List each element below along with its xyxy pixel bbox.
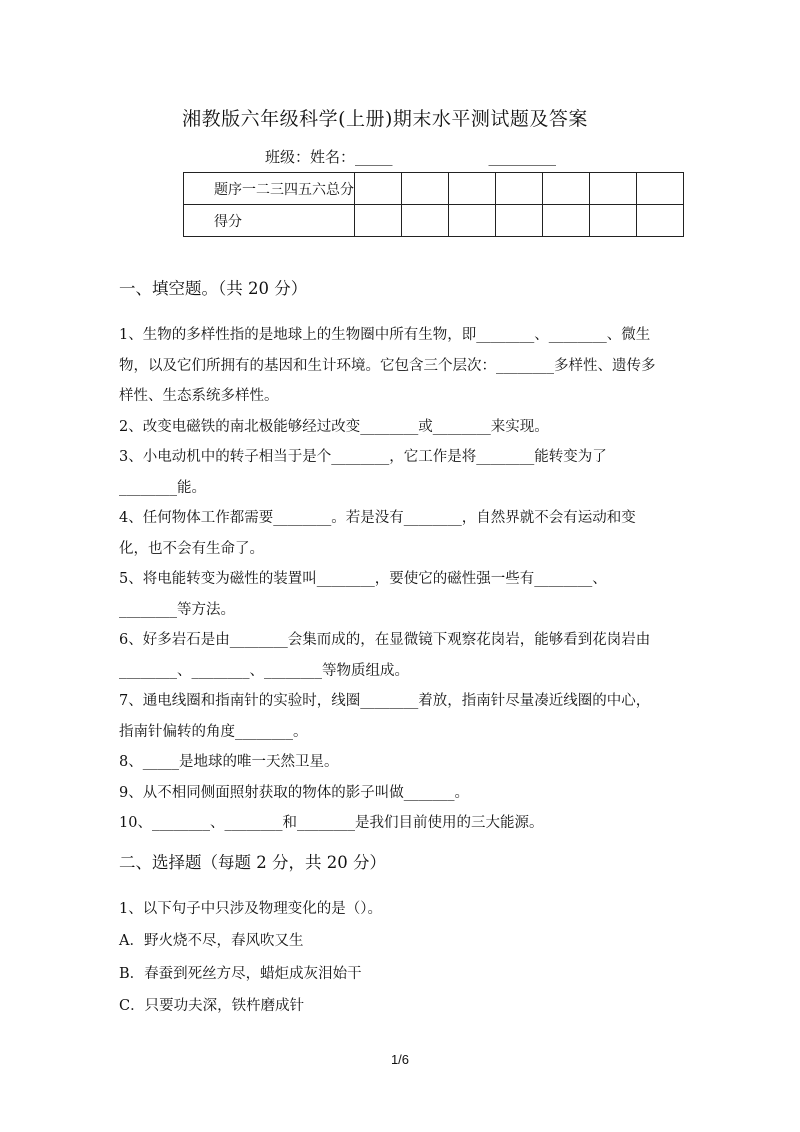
table-cell bbox=[496, 205, 543, 237]
question-1-10: 10、________、________和________是我们目前使用的三大能源。 bbox=[119, 815, 544, 831]
table-cell bbox=[543, 173, 590, 205]
question-1-1: 1、生物的多样性指的是地球上的生物圈中所有生物，即________、________、微生物，以及它们所拥有的基因和生计环境。它包含三个层次：________多样性、遗传多样性、生态系统多样性。 bbox=[119, 327, 656, 404]
name-label: 姓名：_____ bbox=[310, 148, 393, 166]
question-1-5: 5、将电能转变为磁性的装置叫________，要使它的磁性强一些有________、________等方法。 bbox=[119, 571, 607, 618]
page-number: 1/6 bbox=[390, 1052, 410, 1067]
table-cell bbox=[590, 173, 637, 205]
table-cell bbox=[496, 173, 543, 205]
table-cell bbox=[637, 205, 684, 237]
class-name-line bbox=[265, 146, 556, 167]
question-1-7: 7、通电线圈和指南针的实验时，线圈________着放，指南针尽量凑近线圈的中心，指南针偏转的角度________。 bbox=[119, 693, 651, 740]
page-title: 湘教版六年级科学(上册)期末水平测试题及答案 bbox=[182, 108, 588, 130]
score-table-header-row bbox=[184, 173, 684, 205]
section-2-heading: 二、选择题（每题 2 分，共 20 分） bbox=[119, 852, 386, 872]
table-cell bbox=[543, 205, 590, 237]
question-1-3: 3、小电动机中的转子相当于是个________，它工作是将________能转变为了________能。 bbox=[119, 449, 607, 496]
table-cell bbox=[402, 205, 449, 237]
option-b: B．春蚕到死丝方尽，蜡炬成灰泪始干 bbox=[119, 965, 362, 982]
question-1-2: 2、改变电磁铁的南北极能够经过改变________或________来实现。 bbox=[119, 418, 549, 435]
table-cell bbox=[449, 173, 496, 205]
table-cell bbox=[449, 205, 496, 237]
option-c: C．只要功夫深，铁杵磨成针 bbox=[119, 998, 305, 1014]
table-cell bbox=[355, 173, 402, 205]
table-cell bbox=[637, 173, 684, 205]
exam-content bbox=[119, 275, 659, 1023]
class-label: 班级： bbox=[265, 148, 311, 166]
question-1-6: 6、好多岩石是由________会集而成的，在显微镜下观察花岗岩，能够看到花岗岩由________、________、________等物质组成。 bbox=[119, 632, 651, 679]
section-1-heading: 一、填空题。（共 20 分） bbox=[119, 279, 308, 298]
score-table bbox=[183, 172, 684, 237]
question-1-9: 9、从不相同侧面照射获取的物体的影子叫做_______。 bbox=[119, 784, 469, 801]
question-1-4: 4、任何物体工作都需要________。若是没有________，自然界就不会有运动和变化，也不会有生命了。 bbox=[119, 510, 636, 557]
header-label-cell: 题序一二三四五六总分 bbox=[184, 173, 355, 205]
table-cell bbox=[355, 205, 402, 237]
question-1-8: 8、_____是地球的唯一天然卫星。 bbox=[119, 754, 339, 770]
option-a: A．野火烧不尽，春风吹又生 bbox=[119, 933, 304, 949]
score-label-cell: 得分 bbox=[184, 205, 355, 237]
table-cell bbox=[402, 173, 449, 205]
table-cell bbox=[590, 205, 637, 237]
score-table-score-row bbox=[184, 205, 684, 237]
question-2-1: 1、以下句子中只涉及物理变化的是（）。 bbox=[119, 900, 382, 917]
blank-line: _________ bbox=[488, 148, 557, 166]
